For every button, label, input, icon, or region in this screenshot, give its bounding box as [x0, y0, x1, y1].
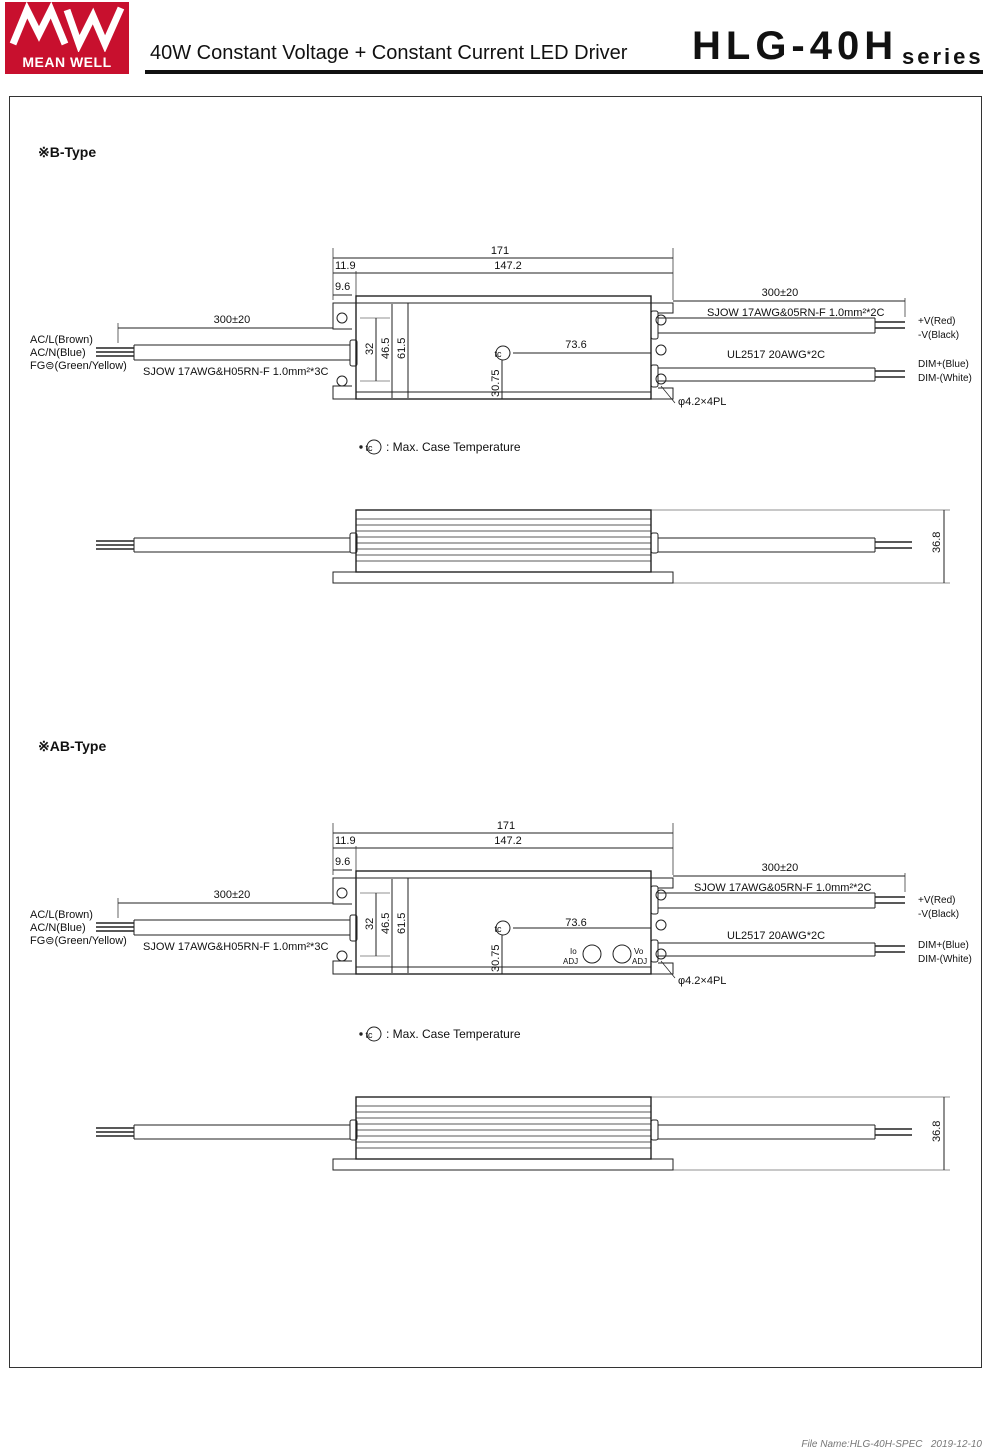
vo-label: Vo: [634, 947, 644, 956]
label-fg: FG⊜(Green/Yellow): [30, 935, 127, 947]
dim-cable-in: 300±20: [213, 314, 251, 326]
label-dim-cable: UL2517 20AWG*2C: [727, 930, 826, 942]
model-name: HLG-40H: [692, 24, 899, 68]
label-dimp: DIM+(Blue): [918, 940, 969, 951]
tc-label: tc: [494, 349, 502, 359]
dim-overall: 171: [496, 820, 516, 832]
label-acl: AC/L(Brown): [30, 909, 93, 921]
dim-body: 147.2: [494, 835, 522, 847]
io-adj-knob: [583, 945, 601, 963]
footer-date: 2019-12-10: [930, 1439, 982, 1450]
dim-h465: 46.5: [380, 912, 392, 934]
label-vn: -V(Black): [918, 909, 960, 920]
dim-tc-x: 73.6: [565, 917, 587, 929]
dim-tc-x: 73.6: [565, 339, 587, 351]
dim-h32: 32: [364, 917, 376, 930]
label-acl: AC/L(Brown): [30, 334, 93, 346]
dim-cable-out: 300±20: [761, 862, 799, 874]
dim-height: 36.8: [931, 1120, 943, 1142]
b-type-drawing: [0, 0, 1000, 615]
footer-file: File Name:HLG-40H-SPEC: [801, 1439, 923, 1450]
vo-adj-label: ADJ: [632, 957, 648, 966]
label-dim-cable: UL2517 20AWG*2C: [727, 349, 826, 361]
label-input-cable: SJOW 17AWG&H05RN-F 1.0mm²*3C: [143, 941, 329, 953]
label-output-cable: SJOW 17AWG&05RN-F 1.0mm²*2C: [707, 307, 885, 319]
dim-holes: φ4.2×4PL: [678, 975, 727, 987]
label-acn: AC/N(Blue): [30, 347, 86, 359]
dim-mount: 9.6: [335, 281, 351, 293]
dim-tc-y: 30.75: [490, 369, 502, 397]
tc-legend-symbol: tc: [365, 443, 373, 453]
ab-type-drawing: [0, 570, 1000, 1190]
dim-tc-y: 30.75: [490, 944, 502, 972]
dim-end: 11.9: [335, 835, 356, 847]
section-title-b-type: ※B-Type: [38, 144, 97, 160]
vo-adj-knob: [613, 945, 631, 963]
section-title-ab-type: ※AB-Type: [38, 738, 107, 754]
dim-height: 36.8: [931, 531, 943, 553]
label-dimn: DIM-(White): [918, 373, 972, 384]
tc-legend-text: : Max. Case Temperature: [386, 1027, 521, 1041]
series-label: series: [902, 44, 984, 69]
dim-end: 11.9: [335, 260, 356, 272]
dim-cable-out: 300±20: [761, 287, 799, 299]
label-vp: +V(Red): [918, 895, 956, 906]
logo-text: MEAN WELL: [22, 54, 112, 70]
dim-h615: 61.5: [396, 912, 408, 934]
label-fg: FG⊜(Green/Yellow): [30, 360, 127, 372]
footer: [801, 1439, 982, 1450]
dim-mount: 9.6: [335, 856, 351, 868]
io-adj-label: ADJ: [563, 957, 579, 966]
dim-h32: 32: [364, 342, 376, 355]
dim-h615: 61.5: [396, 337, 408, 359]
tc-legend-text: : Max. Case Temperature: [386, 440, 521, 454]
label-dimp: DIM+(Blue): [918, 359, 969, 370]
tc-label: tc: [494, 924, 502, 934]
tc-legend-symbol: tc: [365, 1030, 373, 1040]
dim-holes: φ4.2×4PL: [678, 396, 727, 408]
label-vn: -V(Black): [918, 330, 960, 341]
label-vp: +V(Red): [918, 316, 956, 327]
label-output-cable: SJOW 17AWG&05RN-F 1.0mm²*2C: [694, 882, 872, 894]
label-input-cable: SJOW 17AWG&H05RN-F 1.0mm²*3C: [143, 366, 329, 378]
dim-cable-in: 300±20: [213, 889, 251, 901]
io-label: Io: [570, 947, 577, 956]
page-subtitle: 40W Constant Voltage + Constant Current LED Driver: [150, 42, 628, 64]
ab-type-lines: [96, 823, 950, 1170]
label-dimn: DIM-(White): [918, 954, 972, 965]
label-acn: AC/N(Blue): [30, 922, 86, 934]
dim-body: 147.2: [494, 260, 522, 272]
b-type-lines: [96, 248, 950, 583]
dim-overall: 171: [490, 245, 510, 257]
ab-type-text: [30, 820, 972, 1142]
dim-h465: 46.5: [380, 337, 392, 359]
